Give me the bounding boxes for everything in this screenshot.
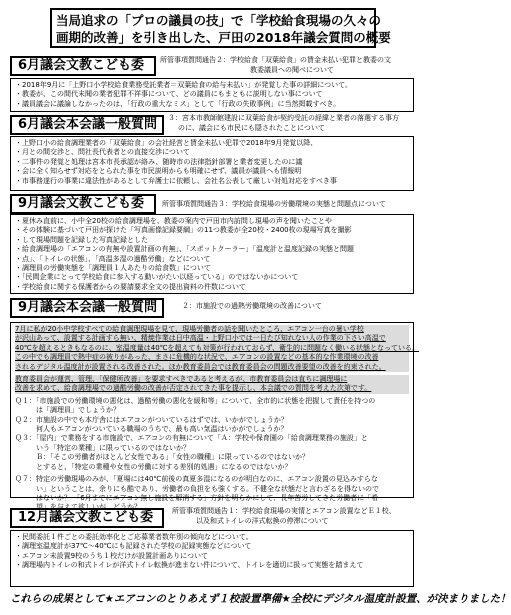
question-line: 何人もエアコンがついている職場のうちで、最も高い気温はいかがでしょうか？ <box>15 425 288 434</box>
list-item: ・ 調理員の労働実態を「調理員１人あたりの給食数」について <box>15 264 409 273</box>
list-item: ・ その体験に基づいて戸田が探けた「写真画像記録要綱」の11つ教委が全20校・2400枚の現場写真を撮影 <box>15 226 409 235</box>
section-subtitle: 所管事項質問通告３：学校給食現場の労働環境の実態と問題点について <box>162 200 386 208</box>
intro-line: 7月に私が20小中学校すべての給食調理現場を見て、現場労働者の話を聞いたところ、エアコン一台の暑い学校 <box>15 325 409 334</box>
list-item: ・ 調理場内トイレの和式トイレが洋式トイレ転換が進まない件について、トイレを適切に扱って実態を踏まえて <box>15 561 409 570</box>
section-heading: 9月議会文教こども委 <box>10 194 156 214</box>
list-item: ・ 議員議会に議論しなかったのは、「行政の重大なミス」として「行政の失敗事例」に当然掲載すべき。 <box>15 100 409 109</box>
list-item: ・ 学校給食に関する保護者からの要請要求全文の提出資料の件数について <box>15 283 409 292</box>
intro-line: されるデジタル温度計が設置される改善された。ほか教育委員会では教育委員会の問題改善要望の改善を約束された。 <box>15 363 409 372</box>
list-item: ・ 給食調理場の「エアコンの有無や設置計画の有無」、「スポットクーラー」「温度計と温度記録の実態と問題 <box>15 245 409 254</box>
question-line: Ｑ２：市施設の中でも本庁舎にはエアコンがついているはずでは、いかがでしょうか？ <box>15 415 288 424</box>
section-subtitle: 教委議員への聞べについて <box>250 66 334 74</box>
list-item: ・ 夏休み直前に、小中全20校の給食調理場を、教委の案内で戸田市内訪問し現場の声を聞いたことや <box>15 217 409 226</box>
list-item: ・ して現場問題を記録した写真記録とした <box>15 236 409 245</box>
list-item: ・ 調理室温度計が37℃～40℃にも記録された学校の記録実態などについて <box>15 542 409 551</box>
list-item: ・ 上野口小の給食調理業者の「双葉給食」の会社経営と賃金未払い犯罪で2018年9月発覚以降、 <box>15 139 409 148</box>
intro-line: この中でも調理員で熱中症の被りがあった、まさに危機的な状況で、エアコンの設置などの基本的な作業環境の改善 <box>15 353 409 362</box>
section-subtitle: 所管事項質問通告２：学校給食「双葉給食」の賃金未払い犯罪と教委の文 <box>160 56 391 64</box>
section-content-box <box>10 530 414 587</box>
section-heading: 9月議会本会議一般質問 <box>10 298 164 318</box>
footer-conclusion: これらの成果として★エアコンのとりあえず１校設置準備★全校にデジタル温度計設置、が決まりました！ <box>10 593 511 605</box>
list-item: ・ 市事務遂行の事業に違法性があるとして弁護士に依頼し、会社名公表して厳しい対処対応をすべき事 <box>15 177 409 186</box>
question-line: いう「特定の業種」に限っているのではないか？ <box>15 443 190 452</box>
list-item: ・ 2018年9月に「上野口小学校給食業務受託業者＝双葉給食の給与未払い」が発覚した事の詳細について。 <box>15 81 409 90</box>
section-heading: 12月議会文教こども委 <box>10 508 164 528</box>
list-item: ・ 二事件の発覚と処理は宮本市長承認が絡み、随時市の法律指針部署と業者変更したのに議 <box>15 158 409 167</box>
list-item: ・ 教委が、この間代未聞の業者犯罪不祥事について、どの議員にもまともに説明しない事について <box>15 90 409 99</box>
title-line-1: 当局追求の「プロの議員の技」で「学校給食現場の久々の <box>56 13 382 28</box>
question-line: はないか？ 「6月までにエアコン無し施設を解消する」方針を明らかにして、長年苦労してきた労働者に「希 <box>15 493 379 502</box>
question-line: Ｑ３：「屋内」で業務をする市施設で、エアコンの有無について「Ａ：学校や保育園の「給食調理業務の施設」と <box>15 434 368 443</box>
list-item: ・ 月との間交渉と、問社長代表者との直接交渉について <box>15 148 409 157</box>
section-content-box <box>10 322 419 502</box>
question-line: は「調理員」でしょうか？ <box>15 406 120 415</box>
section-heading: 6月議会文教こども委 <box>10 56 156 76</box>
body-line: 改善を求めて、給食調理場での過酷労働の改善が否定されてきた事を提示し、本会議での質問を考えた次第です。 <box>15 384 409 393</box>
question-line: とすると、「特定の業種や女性の労働に対する差別的処遇」になるのではないか？ <box>15 462 292 471</box>
body-line: 教育委員会が運営、管理、「保健所改善」を要求すべきであると考えるが、市教育委員会は直ちに調理場に <box>15 375 409 384</box>
list-item: ・ 会に全く知らせず対応をとられた事を市民説明からも明確にせず、議員が議員へも情報明 <box>15 167 409 176</box>
list-item: ・ エアコン未設置9校のうち１校だけが設置計画ありについて <box>15 552 409 561</box>
list-item: ・ 点」、「トイレの状態」、「高温多湿の過酷労働」などについて <box>15 255 409 264</box>
question-line: Ｂ：「そこの労働者がほとんど女性である」「女性の職種」に限っているのではないか？ <box>15 453 309 462</box>
list-item: ・ 民間委託１件ごとの委託効率化とご応募業者数年別の傾向などについて。 <box>15 533 409 542</box>
question-line: Ｑ１：「市施設での労働環境の悪化は、過酷労働の悪化を緩和等」について、全市的に状態を把握して責任を持つの <box>15 396 376 405</box>
section-subtitle: のに、議会にも市民にも隠されたことについて <box>178 124 325 132</box>
document-title <box>50 8 391 48</box>
section-content-box <box>10 214 414 294</box>
section-content-box <box>10 78 414 112</box>
section-content-box <box>10 136 414 191</box>
list-item: ・ 「民間企業にとって学校給食に参入する動いがたい以経っている」のではないかについて <box>15 273 409 282</box>
section-subtitle: ２：市施設での過熱労働環境の改善について <box>182 302 322 310</box>
title-line-2: 画期的改善」を引き出した、戸田の2018年議会質問の概要 <box>56 30 391 45</box>
section-heading: 6月議会本会議一般質問 <box>10 115 164 135</box>
section-subtitle: ３：宮本市教師館建設に双葉給食が契約受託の経緯と業者の落選する事方 <box>168 114 399 122</box>
question-line: い」ということは、余りにも酷であり、労働者の負担をも強くする。不健全な状態だと言わざるを得ないので <box>15 484 379 493</box>
question-line: Ｑ７：特定の労働現場のみが、「夏場には40℃前後の真夏多湿になるのが明白なのに、エアコン設置の見込みすらな <box>15 475 378 484</box>
section-subtitle: 所管事項質問通告１：学校給食現場の実情とエアコン設置などＥ１校、 <box>172 507 396 515</box>
section-subtitle: 以及和式トイレの洋式転換の停滞について <box>196 517 329 525</box>
intro-line: 40℃を超えるときもなるのに、室温度量は40℃を超えても対策が行われておらず、衛生的に問題なく働いる状態となっている。 <box>15 343 419 352</box>
intro-line: が沢山あって、設置する計画すら無い、精焼作業は日中高温・上野口小では一日たび知れない人の作業の下さい高温で <box>15 334 409 343</box>
